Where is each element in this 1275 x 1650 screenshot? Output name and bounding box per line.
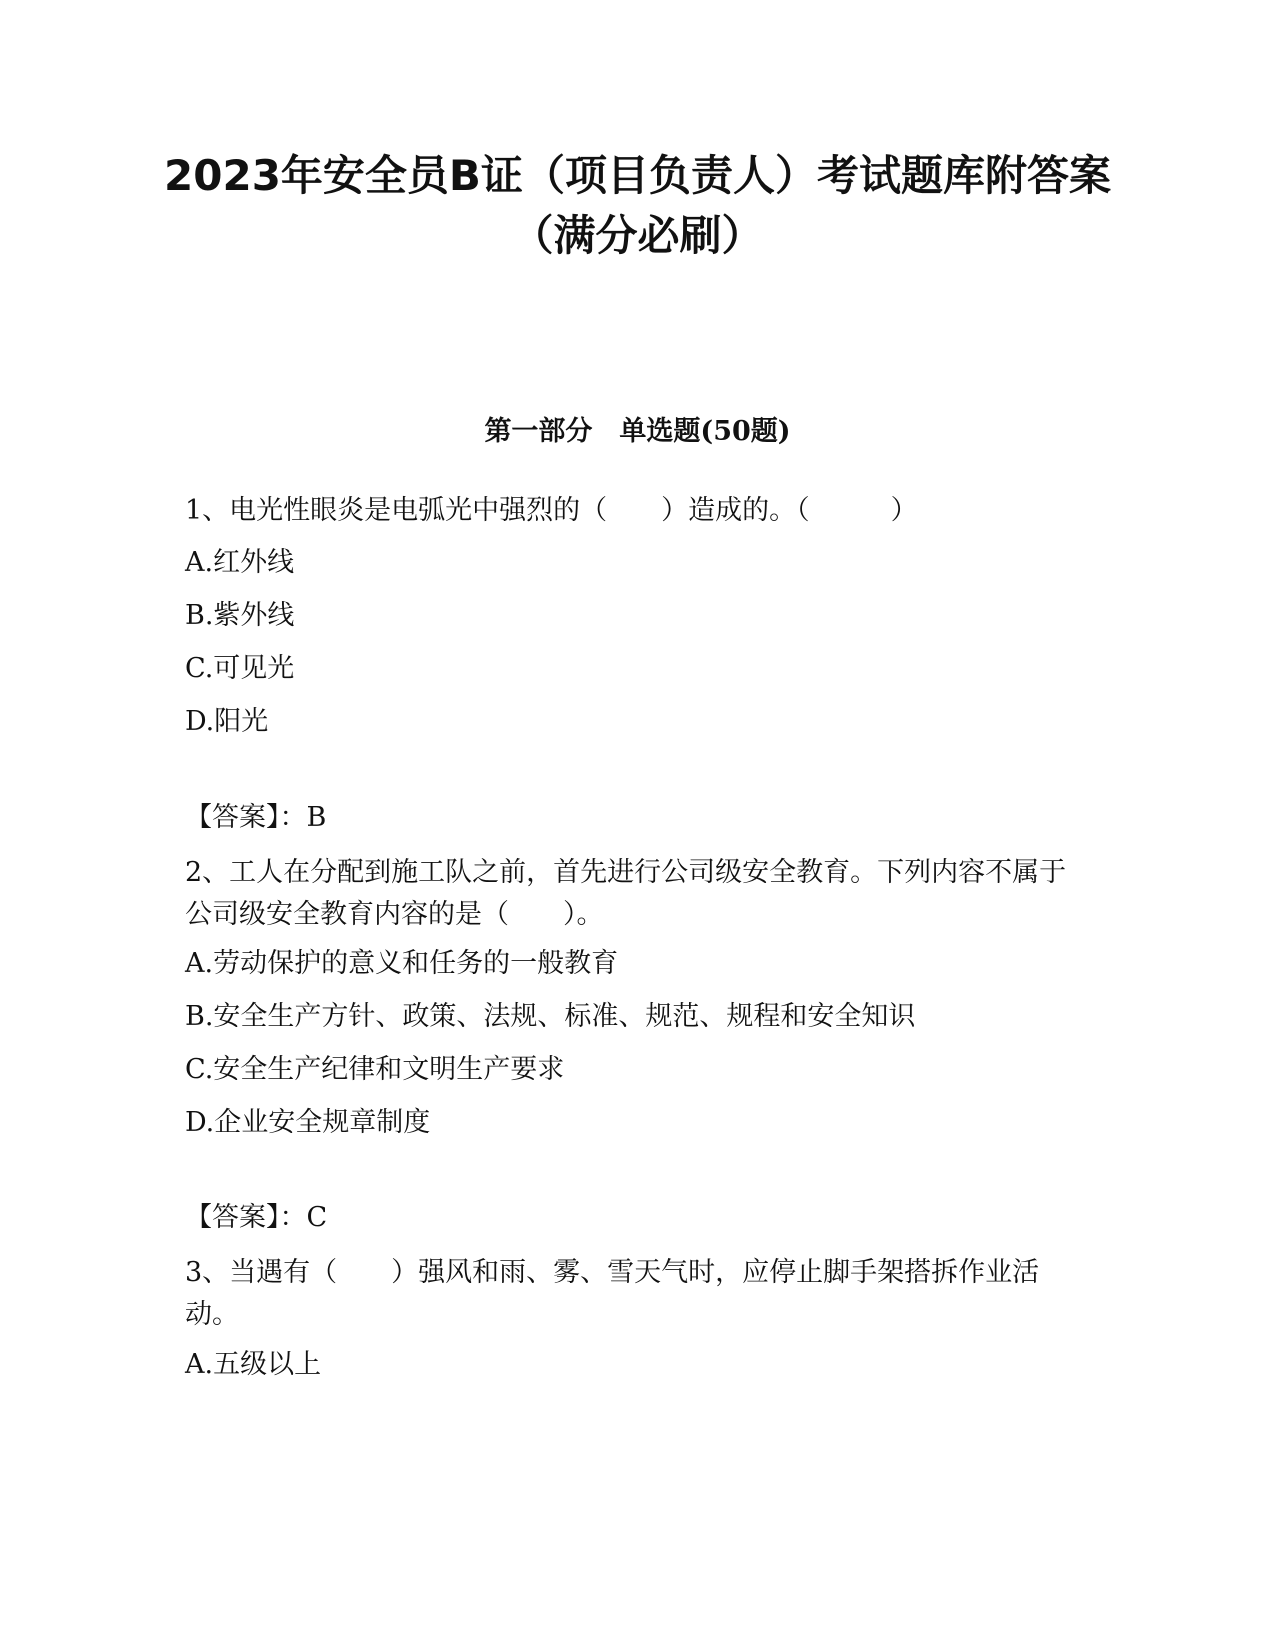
question-stem: 2、工人在分配到施工队之前，首先进行公司级安全教育。下列内容不属于公司级安全教育内容的是（ ）。	[185, 857, 1067, 930]
question-stem: 1、电光性眼炎是电弧光中强烈的（ ）造成的。（ ）	[185, 495, 918, 526]
answer-line: 【答案】：B	[185, 802, 327, 833]
question-option: B.紫外线	[185, 600, 295, 631]
question-option: C.安全生产纪律和文明生产要求	[185, 1054, 565, 1085]
document-title: 2023年安全员B证（项目负责人）考试题库附答案（满分必刷）	[164, 151, 1111, 260]
question-option: C.可见光	[185, 653, 295, 684]
question-option: A.五级以上	[185, 1349, 322, 1380]
question-option: A.红外线	[185, 547, 295, 578]
section-heading: 第一部分 单选题(50题)	[484, 416, 791, 447]
question-option: D.企业安全规章制度	[185, 1107, 431, 1138]
question-option: D.阳光	[185, 706, 269, 737]
question-stem: 3、当遇有（ ）强风和雨、雾、雪天气时，应停止脚手架搭拆作业活动。	[185, 1257, 1040, 1330]
question-option: B.安全生产方针、政策、法规、标准、规范、规程和安全知识	[185, 1001, 916, 1032]
question-option: A.劳动保护的意义和任务的一般教育	[185, 948, 619, 979]
answer-line: 【答案】：C	[185, 1202, 328, 1233]
